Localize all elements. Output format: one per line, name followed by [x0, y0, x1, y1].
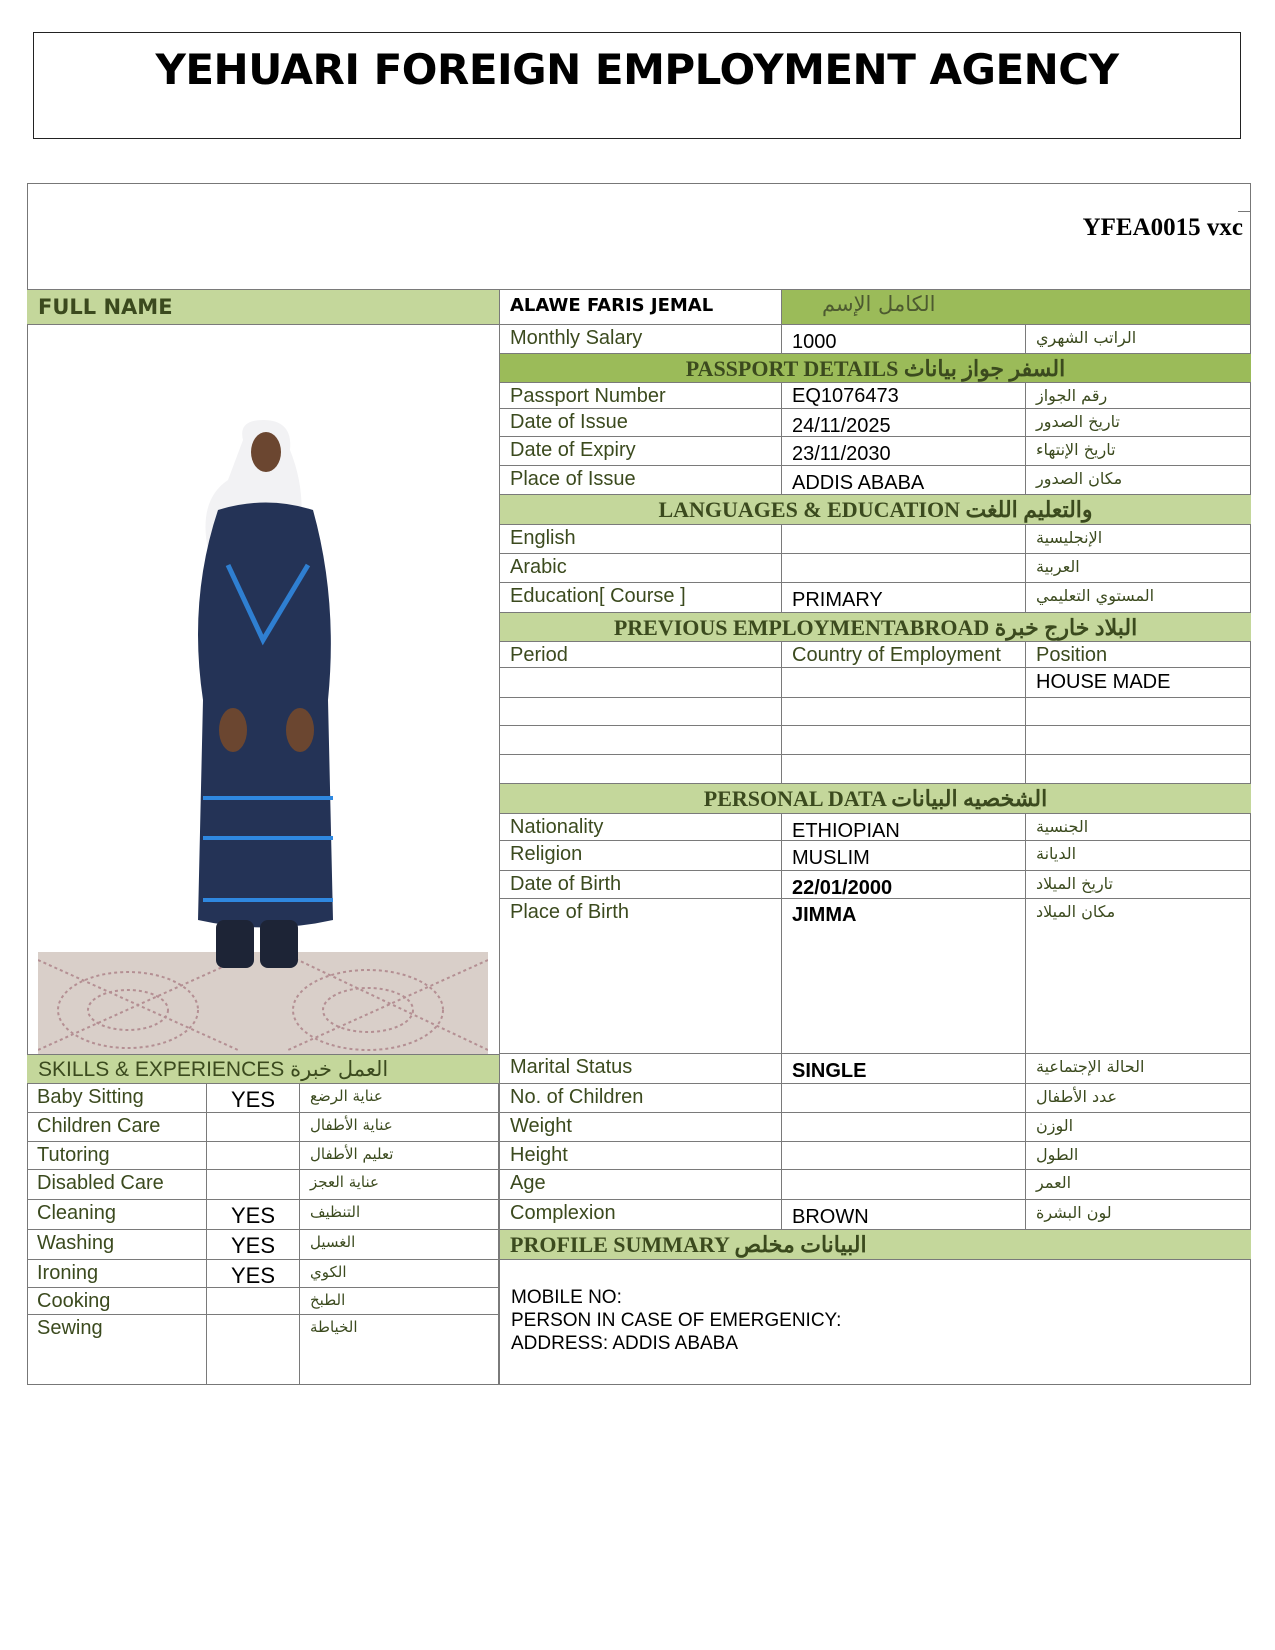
- skill-row: [27, 1142, 499, 1170]
- children-count-value: [781, 1084, 1025, 1112]
- nationality-label: Nationality: [499, 814, 781, 840]
- education-label: Education[ Course ]: [499, 583, 781, 612]
- children-count-label: No. of Children: [499, 1084, 781, 1112]
- place-of-issue-label: Place of Issue: [499, 466, 781, 494]
- salary-row: [499, 325, 1251, 354]
- position-cell: [1025, 755, 1251, 783]
- personal-row: [499, 1170, 1251, 1200]
- skill-label: Children Care: [37, 1115, 161, 1137]
- passport-number-label: Passport Number: [499, 383, 781, 408]
- skill-value: [206, 1315, 299, 1385]
- position-cell: [1025, 726, 1251, 754]
- passport-section-header: PASSPORT DETAILS السفر جواز بياناث: [499, 354, 1251, 383]
- complexion-label: Complexion: [499, 1200, 781, 1229]
- skill-label-ar: الكوي: [299, 1260, 499, 1287]
- personal-row: [499, 871, 1251, 899]
- skill-label: Cleaning: [37, 1202, 116, 1224]
- personal-row: [499, 1084, 1251, 1113]
- agency-title: YEHUARI FOREIGN EMPLOYMENT AGENCY: [155, 45, 1119, 94]
- weight-label: Weight: [499, 1113, 781, 1141]
- education-label-ar: المستوي التعليمي: [1036, 586, 1155, 605]
- weight-label-ar: الوزن: [1036, 1116, 1074, 1135]
- employment-row: [499, 698, 1251, 726]
- skill-value: YES: [206, 1230, 299, 1259]
- previous-employment-section-header: PREVIOUS EMPLOYMENTABROAD البلاد خارج خبرة: [499, 613, 1251, 642]
- weight-value: [781, 1113, 1025, 1141]
- address-line: ADDRESS: ADDIS ABABA: [511, 1333, 739, 1354]
- religion-label: Religion: [499, 841, 781, 870]
- skill-row: [27, 1230, 499, 1260]
- reference-code: YFEA0015 vxc: [1082, 214, 1243, 241]
- date-of-expiry-label: Date of Expiry: [499, 437, 781, 465]
- skill-label: Cooking: [37, 1290, 111, 1312]
- date-of-birth-value: 22/01/2000: [781, 871, 1025, 898]
- passport-row: [499, 383, 1251, 409]
- passport-row: [499, 437, 1251, 466]
- nationality-label-ar: الجنسية: [1036, 817, 1089, 836]
- date-of-issue-label-ar: تاريخ الصدور: [1036, 412, 1120, 431]
- skill-label-ar: التنظيف: [299, 1200, 499, 1229]
- personal-row: [499, 814, 1251, 841]
- skill-value: [206, 1142, 299, 1169]
- english-value: [781, 525, 1025, 553]
- children-count-label-ar: عدد الأطفال: [1036, 1087, 1118, 1106]
- skill-label: Sewing: [37, 1317, 103, 1339]
- full-name-label: FULL NAME: [27, 289, 499, 325]
- skill-value: YES: [206, 1084, 299, 1112]
- skill-row: [27, 1113, 499, 1142]
- marital-status-label-ar: الحالة الإجتماعية: [1036, 1057, 1145, 1076]
- skill-label: Ironing: [37, 1262, 99, 1284]
- language-row: [499, 525, 1251, 554]
- mobile-number-line: MOBILE NO:: [511, 1287, 622, 1308]
- religion-value: MUSLIM: [781, 841, 1025, 870]
- skill-row: [27, 1315, 499, 1385]
- passport-number-label-ar: رقم الجواز: [1036, 386, 1108, 405]
- height-label-ar: الطول: [1036, 1145, 1079, 1164]
- skill-label-ar: الغسيل: [299, 1230, 499, 1259]
- english-label-ar: الإنجليسية: [1036, 528, 1103, 547]
- education-value: PRIMARY: [781, 583, 1025, 612]
- personal-row: [499, 841, 1251, 871]
- personal-data-section-header: PERSONAL DATA الشخصيه البيانات: [499, 784, 1251, 814]
- skill-row: [27, 1170, 499, 1200]
- height-label: Height: [499, 1142, 781, 1169]
- arabic-value: [781, 554, 1025, 582]
- skill-label-ar: عناية العجز: [299, 1170, 499, 1199]
- place-of-birth-label: Place of Birth: [499, 899, 781, 1053]
- skill-value: [206, 1288, 299, 1314]
- full-name-arabic-label: [781, 289, 1251, 325]
- religion-label-ar: الديانة: [1036, 844, 1077, 863]
- salary-value: 1000: [781, 325, 1025, 353]
- position-column-header: Position: [1025, 642, 1251, 667]
- personal-row: [499, 1200, 1251, 1230]
- profile-summary-section-header: PROFILE SUMMARY البيانات مخلص: [499, 1230, 1251, 1260]
- skill-label: Washing: [37, 1232, 115, 1254]
- skill-label-ar: الخياطة: [299, 1315, 499, 1385]
- full-name-arabic-text: الكامل الإسم: [822, 292, 936, 316]
- skill-label-ar: عناية الرضع: [299, 1084, 499, 1112]
- employment-row: [499, 755, 1251, 784]
- english-label: English: [499, 525, 781, 553]
- skill-label-ar: عناية الأطفال: [299, 1113, 499, 1141]
- age-label-ar: العمر: [1036, 1173, 1072, 1192]
- profile-summary-body: [499, 1260, 1251, 1385]
- skill-value: [206, 1113, 299, 1141]
- period-column-header: Period: [499, 642, 781, 667]
- skill-row: [27, 1288, 499, 1315]
- skill-value: YES: [206, 1200, 299, 1229]
- date-of-birth-label: Date of Birth: [499, 871, 781, 898]
- skill-value: YES: [206, 1260, 299, 1287]
- age-label: Age: [499, 1170, 781, 1199]
- personal-row: [499, 1142, 1251, 1170]
- skill-row: [27, 1200, 499, 1230]
- position-cell: HOUSE MADE: [1025, 668, 1251, 697]
- complexion-value: BROWN: [781, 1200, 1025, 1229]
- height-value: [781, 1142, 1025, 1169]
- period-cell: [499, 755, 781, 783]
- arabic-label-ar: العربية: [1036, 557, 1080, 576]
- salary-label-ar: الراتب الشهري: [1036, 328, 1137, 347]
- employment-row: [499, 668, 1251, 698]
- date-of-issue-value: 24/11/2025: [781, 409, 1025, 436]
- age-value: [781, 1170, 1025, 1199]
- date-of-birth-label-ar: تاريخ الميلاد: [1036, 874, 1113, 893]
- date-of-issue-label: Date of Issue: [499, 409, 781, 436]
- position-cell: [1025, 698, 1251, 725]
- full-name-value: ALAWE FARIS JEMAL: [499, 289, 781, 325]
- country-cell: [781, 698, 1025, 725]
- country-cell: [781, 726, 1025, 754]
- country-cell: [781, 755, 1025, 783]
- marital-status-value: SINGLE: [781, 1054, 1025, 1083]
- passport-number-value: EQ1076473: [781, 383, 1025, 408]
- employment-header-row: [499, 642, 1251, 668]
- passport-row: [499, 409, 1251, 437]
- personal-row: [499, 899, 1251, 1054]
- skill-label: Baby Sitting: [37, 1086, 144, 1108]
- skill-row: [27, 1084, 499, 1113]
- skill-label-ar: تعليم الأطفال: [299, 1142, 499, 1169]
- period-cell: [499, 726, 781, 754]
- language-row: [499, 583, 1251, 613]
- skill-label-ar: الطبخ: [299, 1288, 499, 1314]
- employment-row: [499, 726, 1251, 755]
- arabic-label: Arabic: [499, 554, 781, 582]
- place-of-birth-label-ar: مكان الميلاد: [1036, 902, 1116, 921]
- date-of-expiry-label-ar: تاريخ الإنتهاء: [1036, 440, 1116, 459]
- emergency-contact-line: PERSON IN CASE OF EMERGENICY:: [511, 1310, 842, 1331]
- place-of-issue-value: ADDIS ABABA: [781, 466, 1025, 494]
- agency-title-box: [33, 32, 1241, 139]
- period-cell: [499, 668, 781, 697]
- country-cell: [781, 668, 1025, 697]
- languages-section-header: LANGUAGES & EDUCATION والتعليم اللغت: [499, 495, 1251, 525]
- nationality-value: ETHIOPIAN: [781, 814, 1025, 840]
- personal-row: [499, 1113, 1251, 1142]
- marital-status-label: Marital Status: [499, 1054, 781, 1083]
- complexion-label-ar: لون البشرة: [1036, 1203, 1112, 1222]
- period-cell: [499, 698, 781, 725]
- place-of-issue-label-ar: مكان الصدور: [1036, 469, 1123, 488]
- place-of-birth-value: JIMMA: [781, 899, 1025, 1053]
- date-of-expiry-value: 23/11/2030: [781, 437, 1025, 465]
- language-row: [499, 554, 1251, 583]
- corner-mark: [1238, 211, 1250, 212]
- skill-label: Disabled Care: [37, 1172, 164, 1194]
- personal-row: [499, 1054, 1251, 1084]
- salary-label: Monthly Salary: [499, 325, 781, 353]
- country-column-header: Country of Employment: [781, 642, 1025, 667]
- skill-row: [27, 1260, 499, 1288]
- skills-section-header: SKILLS & EXPERIENCES العمل خبرة: [27, 1054, 499, 1084]
- skill-value: [206, 1170, 299, 1199]
- passport-row: [499, 466, 1251, 495]
- candidate-photo: [38, 400, 488, 1054]
- skill-label: Tutoring: [37, 1144, 110, 1166]
